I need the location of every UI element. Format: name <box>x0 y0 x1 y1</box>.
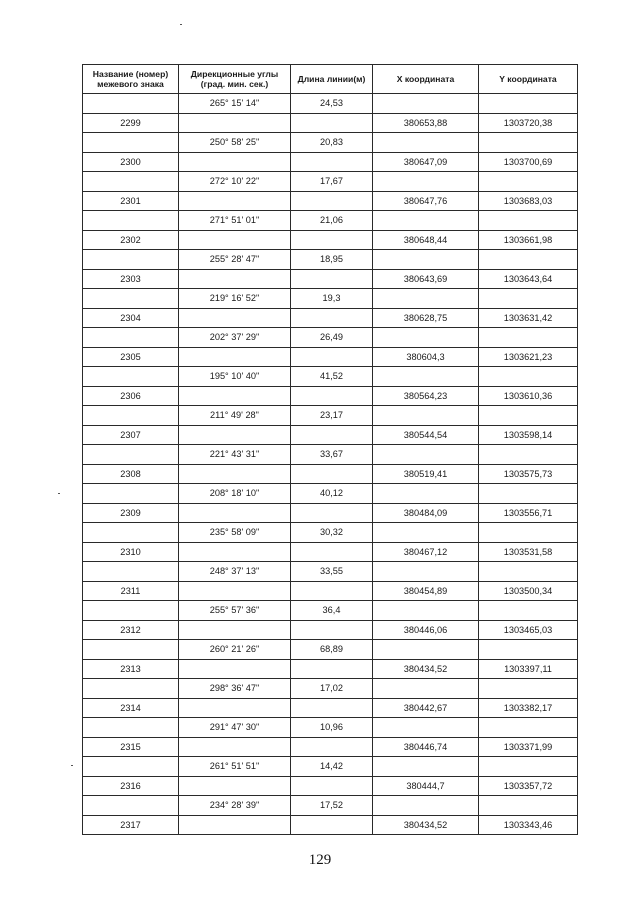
y-coordinate-cell <box>479 757 578 777</box>
table-row <box>83 230 578 250</box>
line-length-cell: 40,12 <box>291 484 373 504</box>
direction-angle-cell <box>179 386 291 406</box>
x-coordinate-cell: 380544,54 <box>373 425 479 445</box>
table-row <box>83 269 578 289</box>
mark-name-cell: 2313 <box>83 659 179 679</box>
x-coordinate-cell <box>373 328 479 348</box>
header-x-coordinate: X координата <box>373 65 479 94</box>
mark-name-cell <box>83 406 179 426</box>
y-coordinate-cell: 1303500,34 <box>479 581 578 601</box>
direction-angle-cell: 211° 49' 28" <box>179 406 291 426</box>
x-coordinate-cell <box>373 484 479 504</box>
line-length-cell: 20,83 <box>291 133 373 153</box>
x-coordinate-cell: 380454,89 <box>373 581 479 601</box>
x-coordinate-cell: 380446,74 <box>373 737 479 757</box>
table-row <box>83 211 578 231</box>
direction-angle-cell <box>179 620 291 640</box>
x-coordinate-cell <box>373 289 479 309</box>
table-row <box>83 347 578 367</box>
direction-angle-cell <box>179 308 291 328</box>
direction-angle-cell: 248° 37' 13" <box>179 562 291 582</box>
table-row <box>83 367 578 387</box>
line-length-cell: 21,06 <box>291 211 373 231</box>
y-coordinate-cell: 1303531,58 <box>479 542 578 562</box>
scan-speck <box>58 493 60 494</box>
y-coordinate-cell <box>479 796 578 816</box>
mark-name-cell <box>83 679 179 699</box>
y-coordinate-cell: 1303575,73 <box>479 464 578 484</box>
scan-speck <box>180 24 182 25</box>
table-row <box>83 328 578 348</box>
direction-angle-cell: 208° 18' 10" <box>179 484 291 504</box>
line-length-cell: 33,55 <box>291 562 373 582</box>
table-row <box>83 640 578 660</box>
mark-name-cell: 2317 <box>83 815 179 835</box>
direction-angle-cell: 250° 58' 25" <box>179 133 291 153</box>
direction-angle-cell: 272° 10' 22" <box>179 172 291 192</box>
table-row <box>83 581 578 601</box>
x-coordinate-cell: 380628,75 <box>373 308 479 328</box>
y-coordinate-cell <box>479 562 578 582</box>
x-coordinate-cell: 380484,09 <box>373 503 479 523</box>
x-coordinate-cell <box>373 172 479 192</box>
mark-name-cell <box>83 172 179 192</box>
y-coordinate-cell: 1303371,99 <box>479 737 578 757</box>
direction-angle-cell <box>179 698 291 718</box>
y-coordinate-cell: 1303357,72 <box>479 776 578 796</box>
header-mark-name: Название (номер) межевого знака <box>83 65 179 94</box>
table-row <box>83 718 578 738</box>
table-row <box>83 425 578 445</box>
mark-name-cell: 2299 <box>83 113 179 133</box>
direction-angle-cell <box>179 737 291 757</box>
x-coordinate-cell <box>373 211 479 231</box>
x-coordinate-cell: 380434,52 <box>373 815 479 835</box>
line-length-cell: 17,02 <box>291 679 373 699</box>
line-length-cell: 19,3 <box>291 289 373 309</box>
line-length-cell: 18,95 <box>291 250 373 270</box>
line-length-cell: 41,52 <box>291 367 373 387</box>
mark-name-cell <box>83 328 179 348</box>
x-coordinate-cell: 380643,69 <box>373 269 479 289</box>
table-row <box>83 172 578 192</box>
direction-angle-cell <box>179 347 291 367</box>
direction-angle-cell <box>179 191 291 211</box>
line-length-cell <box>291 503 373 523</box>
y-coordinate-cell <box>479 406 578 426</box>
line-length-cell: 33,67 <box>291 445 373 465</box>
mark-name-cell <box>83 367 179 387</box>
y-coordinate-cell: 1303683,03 <box>479 191 578 211</box>
x-coordinate-cell <box>373 640 479 660</box>
table-row <box>83 659 578 679</box>
line-length-cell: 24,53 <box>291 94 373 114</box>
x-coordinate-cell: 380442,67 <box>373 698 479 718</box>
table-row <box>83 152 578 172</box>
line-length-cell: 14,42 <box>291 757 373 777</box>
mark-name-cell <box>83 718 179 738</box>
line-length-cell <box>291 386 373 406</box>
x-coordinate-cell: 380653,88 <box>373 113 479 133</box>
y-coordinate-cell <box>479 640 578 660</box>
line-length-cell: 30,32 <box>291 523 373 543</box>
y-coordinate-cell: 1303661,98 <box>479 230 578 250</box>
x-coordinate-cell: 380467,12 <box>373 542 479 562</box>
line-length-cell <box>291 737 373 757</box>
direction-angle-cell: 255° 28' 47" <box>179 250 291 270</box>
x-coordinate-cell <box>373 601 479 621</box>
x-coordinate-cell: 380444,7 <box>373 776 479 796</box>
y-coordinate-cell <box>479 367 578 387</box>
direction-angle-cell <box>179 581 291 601</box>
x-coordinate-cell: 380648,44 <box>373 230 479 250</box>
mark-name-cell: 2301 <box>83 191 179 211</box>
header-y-coordinate: Y координата <box>479 65 578 94</box>
y-coordinate-cell <box>479 484 578 504</box>
mark-name-cell <box>83 523 179 543</box>
mark-name-cell <box>83 94 179 114</box>
x-coordinate-cell <box>373 562 479 582</box>
direction-angle-cell <box>179 503 291 523</box>
mark-name-cell <box>83 289 179 309</box>
line-length-cell <box>291 113 373 133</box>
x-coordinate-cell <box>373 757 479 777</box>
y-coordinate-cell: 1303610,36 <box>479 386 578 406</box>
direction-angle-cell: 234° 28' 39" <box>179 796 291 816</box>
x-coordinate-cell: 380434,52 <box>373 659 479 679</box>
x-coordinate-cell <box>373 367 479 387</box>
table-header-row <box>83 65 578 94</box>
table-row <box>83 191 578 211</box>
line-length-cell <box>291 464 373 484</box>
y-coordinate-cell <box>479 601 578 621</box>
direction-angle-cell <box>179 113 291 133</box>
line-length-cell: 17,67 <box>291 172 373 192</box>
y-coordinate-cell: 1303556,71 <box>479 503 578 523</box>
mark-name-cell: 2303 <box>83 269 179 289</box>
mark-name-cell <box>83 445 179 465</box>
y-coordinate-cell <box>479 211 578 231</box>
mark-name-cell: 2309 <box>83 503 179 523</box>
y-coordinate-cell: 1303465,03 <box>479 620 578 640</box>
direction-angle-cell: 260° 21' 26" <box>179 640 291 660</box>
y-coordinate-cell: 1303621,23 <box>479 347 578 367</box>
table-row <box>83 464 578 484</box>
direction-angle-cell <box>179 152 291 172</box>
x-coordinate-cell: 380519,41 <box>373 464 479 484</box>
x-coordinate-cell <box>373 445 479 465</box>
line-length-cell <box>291 230 373 250</box>
line-length-cell <box>291 269 373 289</box>
y-coordinate-cell <box>479 133 578 153</box>
header-direction-angles: Дирекционные углы (град. мин. сек.) <box>179 65 291 94</box>
x-coordinate-cell <box>373 94 479 114</box>
direction-angle-cell: 291° 47' 30" <box>179 718 291 738</box>
line-length-cell: 23,17 <box>291 406 373 426</box>
line-length-cell <box>291 698 373 718</box>
line-length-cell <box>291 620 373 640</box>
y-coordinate-cell: 1303598,14 <box>479 425 578 445</box>
x-coordinate-cell <box>373 250 479 270</box>
direction-angle-cell: 219° 16' 52" <box>179 289 291 309</box>
x-coordinate-cell: 380647,76 <box>373 191 479 211</box>
y-coordinate-cell: 1303397,11 <box>479 659 578 679</box>
direction-angle-cell <box>179 815 291 835</box>
mark-name-cell: 2304 <box>83 308 179 328</box>
line-length-cell <box>291 152 373 172</box>
direction-angle-cell: 235° 58' 09" <box>179 523 291 543</box>
direction-angle-cell <box>179 776 291 796</box>
mark-name-cell: 2308 <box>83 464 179 484</box>
x-coordinate-cell <box>373 679 479 699</box>
mark-name-cell: 2302 <box>83 230 179 250</box>
line-length-cell: 26,49 <box>291 328 373 348</box>
direction-angle-cell: 265° 15' 14" <box>179 94 291 114</box>
table-row <box>83 620 578 640</box>
scan-speck <box>71 765 73 766</box>
mark-name-cell: 2312 <box>83 620 179 640</box>
y-coordinate-cell <box>479 523 578 543</box>
y-coordinate-cell: 1303343,46 <box>479 815 578 835</box>
direction-angle-cell <box>179 464 291 484</box>
table-row <box>83 406 578 426</box>
table-row <box>83 386 578 406</box>
x-coordinate-cell: 380564,23 <box>373 386 479 406</box>
table-body <box>83 94 578 835</box>
mark-name-cell <box>83 796 179 816</box>
direction-angle-cell: 271° 51' 01" <box>179 211 291 231</box>
x-coordinate-cell <box>373 133 479 153</box>
y-coordinate-cell: 1303643,64 <box>479 269 578 289</box>
mark-name-cell: 2315 <box>83 737 179 757</box>
y-coordinate-cell: 1303720,38 <box>479 113 578 133</box>
mark-name-cell: 2310 <box>83 542 179 562</box>
mark-name-cell: 2311 <box>83 581 179 601</box>
line-length-cell: 10,96 <box>291 718 373 738</box>
x-coordinate-cell <box>373 718 479 738</box>
table-row <box>83 250 578 270</box>
y-coordinate-cell: 1303382,17 <box>479 698 578 718</box>
line-length-cell <box>291 308 373 328</box>
header-line-length: Длина линии(м) <box>291 65 373 94</box>
line-length-cell: 17,52 <box>291 796 373 816</box>
x-coordinate-cell <box>373 406 479 426</box>
line-length-cell: 68,89 <box>291 640 373 660</box>
direction-angle-cell: 195° 10' 40" <box>179 367 291 387</box>
mark-name-cell <box>83 250 179 270</box>
table-row <box>83 815 578 835</box>
direction-angle-cell <box>179 659 291 679</box>
boundary-marks-table <box>82 64 578 835</box>
mark-name-cell: 2305 <box>83 347 179 367</box>
direction-angle-cell: 202° 37' 29" <box>179 328 291 348</box>
mark-name-cell <box>83 757 179 777</box>
y-coordinate-cell <box>479 328 578 348</box>
y-coordinate-cell <box>479 289 578 309</box>
line-length-cell <box>291 581 373 601</box>
y-coordinate-cell <box>479 679 578 699</box>
mark-name-cell: 2314 <box>83 698 179 718</box>
direction-angle-cell: 221° 43' 31" <box>179 445 291 465</box>
line-length-cell <box>291 347 373 367</box>
table-row <box>83 523 578 543</box>
x-coordinate-cell <box>373 523 479 543</box>
x-coordinate-cell: 380604,3 <box>373 347 479 367</box>
direction-angle-cell <box>179 230 291 250</box>
y-coordinate-cell: 1303631,42 <box>479 308 578 328</box>
direction-angle-cell <box>179 269 291 289</box>
table-row <box>83 94 578 114</box>
table-row <box>83 113 578 133</box>
x-coordinate-cell: 380446,06 <box>373 620 479 640</box>
table-row <box>83 698 578 718</box>
table-row <box>83 484 578 504</box>
mark-name-cell: 2307 <box>83 425 179 445</box>
direction-angle-cell: 261° 51' 51" <box>179 757 291 777</box>
mark-name-cell <box>83 211 179 231</box>
line-length-cell <box>291 815 373 835</box>
table-row <box>83 737 578 757</box>
table-row <box>83 542 578 562</box>
table-row <box>83 289 578 309</box>
page-number: 129 <box>308 852 332 868</box>
y-coordinate-cell <box>479 445 578 465</box>
x-coordinate-cell <box>373 796 479 816</box>
y-coordinate-cell <box>479 718 578 738</box>
mark-name-cell <box>83 640 179 660</box>
mark-name-cell <box>83 484 179 504</box>
y-coordinate-cell: 1303700,69 <box>479 152 578 172</box>
table-row <box>83 133 578 153</box>
table-row <box>83 601 578 621</box>
table-row <box>83 776 578 796</box>
table-row <box>83 796 578 816</box>
mark-name-cell: 2316 <box>83 776 179 796</box>
table-row <box>83 562 578 582</box>
mark-name-cell: 2300 <box>83 152 179 172</box>
direction-angle-cell <box>179 425 291 445</box>
mark-name-cell <box>83 562 179 582</box>
line-length-cell <box>291 191 373 211</box>
y-coordinate-cell <box>479 250 578 270</box>
table-row <box>83 308 578 328</box>
line-length-cell <box>291 659 373 679</box>
mark-name-cell <box>83 133 179 153</box>
line-length-cell <box>291 425 373 445</box>
line-length-cell: 36,4 <box>291 601 373 621</box>
x-coordinate-cell: 380647,09 <box>373 152 479 172</box>
direction-angle-cell <box>179 542 291 562</box>
mark-name-cell: 2306 <box>83 386 179 406</box>
table-row <box>83 757 578 777</box>
y-coordinate-cell <box>479 172 578 192</box>
line-length-cell <box>291 542 373 562</box>
direction-angle-cell: 298° 36' 47" <box>179 679 291 699</box>
line-length-cell <box>291 776 373 796</box>
table-row <box>83 445 578 465</box>
direction-angle-cell: 255° 57' 36" <box>179 601 291 621</box>
mark-name-cell <box>83 601 179 621</box>
y-coordinate-cell <box>479 94 578 114</box>
table-row <box>83 679 578 699</box>
table-row <box>83 503 578 523</box>
